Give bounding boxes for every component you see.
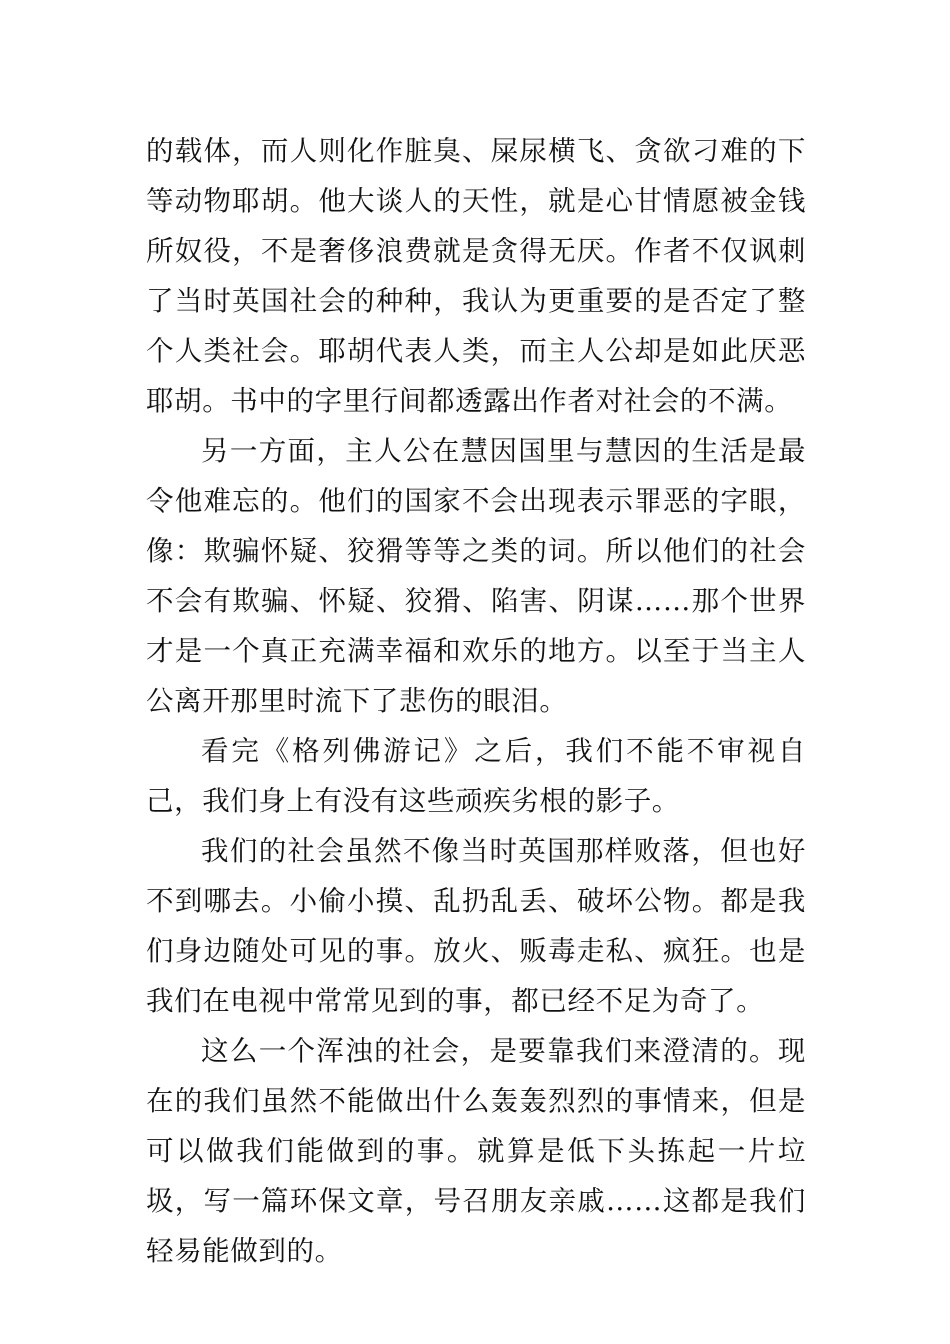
paragraph-4: 我们的社会虽然不像当时英国那样败落，但也好不到哪去。小偷小摸、乱扔乱丢、破坏公物。都是我们身边随处可见的事。放火、贩毒走私、疯狂。也是我们在电视中常常见到的事，都已经不足为奇了。: [146, 835, 806, 1017]
paragraph-3: 看完《格列佛游记》之后，我们不能不审视自己，我们身上有没有这些顽疾劣根的影子。: [146, 735, 806, 817]
document-body: [146, 126, 806, 1276]
paragraph-1: 的载体，而人则化作脏臭、屎尿横飞、贪欲刁难的下等动物耶胡。他大谈人的天性，就是心甘情愿被金钱所奴役，不是奢侈浪费就是贪得无厌。作者不仅讽刺了当时英国社会的种种，我认为更重要的是否定了整个人类社会。耶胡代表人类，而主人公却是如此厌恶耶胡。书中的字里行间都透露出作者对社会的不满。: [146, 135, 806, 417]
paragraph-5: 这么一个浑浊的社会，是要靠我们来澄清的。现在的我们虽然不能做出什么轰轰烈烈的事情来，但是可以做我们能做到的事。就算是低下头拣起一片垃圾，写一篇环保文章，号召朋友亲戚……这都是我们轻易能做到的。: [146, 1035, 806, 1267]
paragraph-2: 另一方面，主人公在慧因国里与慧因的生活是最令他难忘的。他们的国家不会出现表示罪恶的字眼，像：欺骗怀疑、狡猾等等之类的词。所以他们的社会不会有欺骗、怀疑、狡猾、陷害、阴谋……那个世界才是一个真正充满幸福和欢乐的地方。以至于当主人公离开那里时流下了悲伤的眼泪。: [146, 435, 806, 717]
